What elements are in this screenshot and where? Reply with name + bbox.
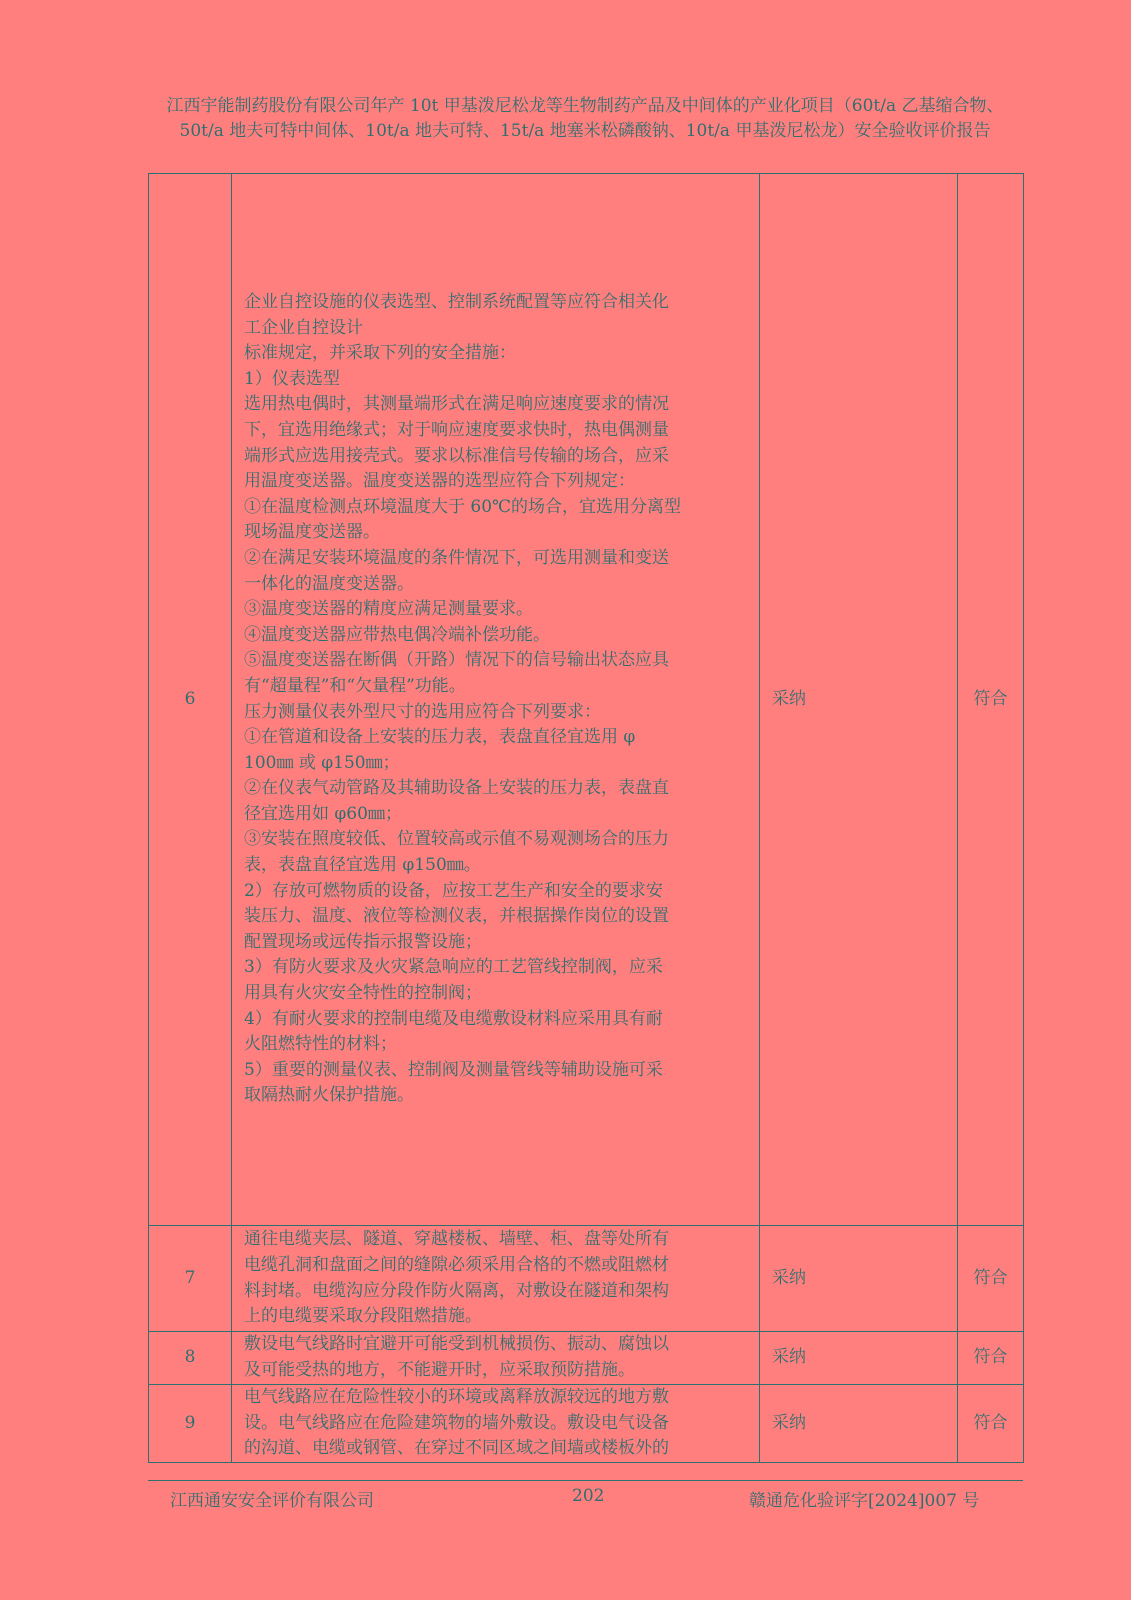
requirement-text — [232, 1332, 760, 1385]
requirement-text — [232, 1385, 760, 1463]
text-line: 5）重要的测量仪表、控制阀及测量管线等辅助设施可采 — [244, 1059, 663, 1080]
text-line: 取隔热耐火保护措施。 — [244, 1085, 414, 1106]
text-line: 一体化的温度变送器。 — [244, 573, 414, 594]
text-line: 表，表盘直径宜选用 φ150㎜。 — [244, 855, 481, 876]
requirement-text — [232, 1226, 760, 1332]
footer-company: 江西通安安全评价有限公司 — [170, 1491, 374, 1511]
text-line: 设。电气线路应在危险建筑物的墙外敷设。敷设电气设备 — [244, 1412, 669, 1433]
report-header-title: 江西宇能制药股份有限公司年产 10t 甲基泼尼松龙等生物制药产品及中间体的产业化项目（60t/a 乙基缩合物、50t/a 地夫可特中间体、10t/a 地夫可特、15t/a 地塞米松磷酸钠、10t/a 甲基泼尼松龙）安全验收评价报告 — [166, 96, 1004, 141]
conformity-status: 符合 — [958, 1332, 1024, 1385]
document-number: 赣通危化验评字[2024]007 号 — [749, 1491, 980, 1511]
text-line: 配置现场或远传指示报警设施； — [244, 931, 482, 952]
page-footer — [148, 1480, 1023, 1521]
adoption-status: 采纳 — [760, 1226, 958, 1332]
table-row — [149, 1332, 1024, 1385]
row-number: 6 — [149, 174, 232, 1226]
text-line: 端形式应选用接壳式。要求以标准信号传输的场合，应采 — [244, 445, 669, 466]
text-line: ①在温度检测点环境温度大于 60℃的场合，宜选用分离型 — [244, 496, 682, 517]
text-line: 用温度变送器。温度变送器的选型应符合下列规定： — [244, 471, 635, 492]
text-line: 装压力、温度、液位等检测仪表，并根据操作岗位的设置 — [244, 906, 669, 927]
table-row — [149, 174, 1024, 1226]
row-number: 7 — [149, 1226, 232, 1332]
text-line: 火阻燃特性的材料； — [244, 1034, 397, 1055]
text-line: ④温度变送器应带热电偶冷端补偿功能。 — [244, 624, 550, 645]
text-line: 下，宜选用绝缘式；对于响应速度要求快时，热电偶测量 — [244, 419, 669, 440]
row-number: 8 — [149, 1332, 232, 1385]
text-line: 企业自控设施的仪表选型、控制系统配置等应符合相关化 — [244, 292, 669, 312]
adoption-status: 采纳 — [760, 1385, 958, 1463]
page-number: 202 — [572, 1486, 605, 1506]
text-line: 电缆孔洞和盘面之间的缝隙必须采用合格的不燃或阻燃材 — [244, 1254, 669, 1275]
text-line: ②在满足安装环境温度的条件情况下，可选用测量和变送 — [244, 547, 669, 568]
text-line: 压力测量仪表外型尺寸的选用应符合下列要求： — [244, 701, 601, 722]
text-line: ③温度变送器的精度应满足测量要求。 — [244, 599, 533, 620]
requirement-text — [232, 174, 760, 1226]
text-line: 有“超量程”和“欠量程”功能。 — [244, 675, 466, 696]
text-line: ③安装在照度较低、位置较高或示值不易观测场合的压力 — [244, 829, 669, 850]
text-line: ②在仪表气动管路及其辅助设备上安装的压力表，表盘直 — [244, 778, 669, 799]
text-line: 料封堵。电缆沟应分段作防火隔离，对敷设在隧道和架构 — [244, 1280, 669, 1301]
table-row — [149, 1226, 1024, 1332]
text-line: 4）有耐火要求的控制电缆及电缆敷设材料应采用具有耐 — [244, 1008, 663, 1029]
conformity-status: 符合 — [958, 174, 1024, 1226]
text-line: 用具有火灾安全特性的控制阀； — [244, 983, 482, 1004]
text-line: 工企业自控设计 — [244, 317, 363, 338]
text-line: 现场温度变送器。 — [244, 522, 380, 543]
text-line: 上的电缆要采取分段阻燃措施。 — [244, 1306, 482, 1327]
text-line: 标准规定，并采取下列的安全措施： — [244, 343, 516, 364]
row-number: 9 — [149, 1385, 232, 1463]
text-line: ⑤温度变送器在断偶（开路）情况下的信号输出状态应具 — [244, 650, 669, 671]
table-row — [149, 1385, 1024, 1463]
text-line: ①在管道和设备上安装的压力表，表盘直径宜选用 φ — [244, 727, 636, 748]
text-line: 100㎜ 或 φ150㎜； — [244, 752, 400, 773]
adoption-status: 采纳 — [760, 174, 958, 1226]
text-line: 径宜选用如 φ60㎜； — [244, 803, 402, 824]
conformity-status: 符合 — [958, 1385, 1024, 1463]
text-line: 通往电缆夹层、隧道、穿越楼板、墙壁、柜、盘等处所有 — [244, 1229, 669, 1250]
conformity-status: 符合 — [958, 1226, 1024, 1332]
evaluation-table — [148, 173, 1024, 1463]
adoption-status: 采纳 — [760, 1332, 958, 1385]
text-line: 的沟道、电缆或钢管、在穿过不同区域之间墙或楼板外的 — [244, 1438, 669, 1459]
text-line: 选用热电偶时，其测量端形式在满足响应速度要求的情况 — [244, 394, 669, 415]
text-line: 敷设电气线路时宜避开可能受到机械损伤、振动、腐蚀以 — [244, 1334, 669, 1355]
text-line: 1）仪表选型 — [244, 368, 340, 389]
text-line: 2）存放可燃物质的设备，应按工艺生产和安全的要求安 — [244, 880, 663, 901]
text-line: 电气线路应在危险性较小的环境或离释放源较远的地方敷 — [244, 1387, 669, 1408]
text-line: 及可能受热的地方，不能避开时，应采取预防措施。 — [244, 1360, 635, 1380]
text-line: 3）有防火要求及火灾紧急响应的工艺管线控制阀，应采 — [244, 957, 663, 978]
